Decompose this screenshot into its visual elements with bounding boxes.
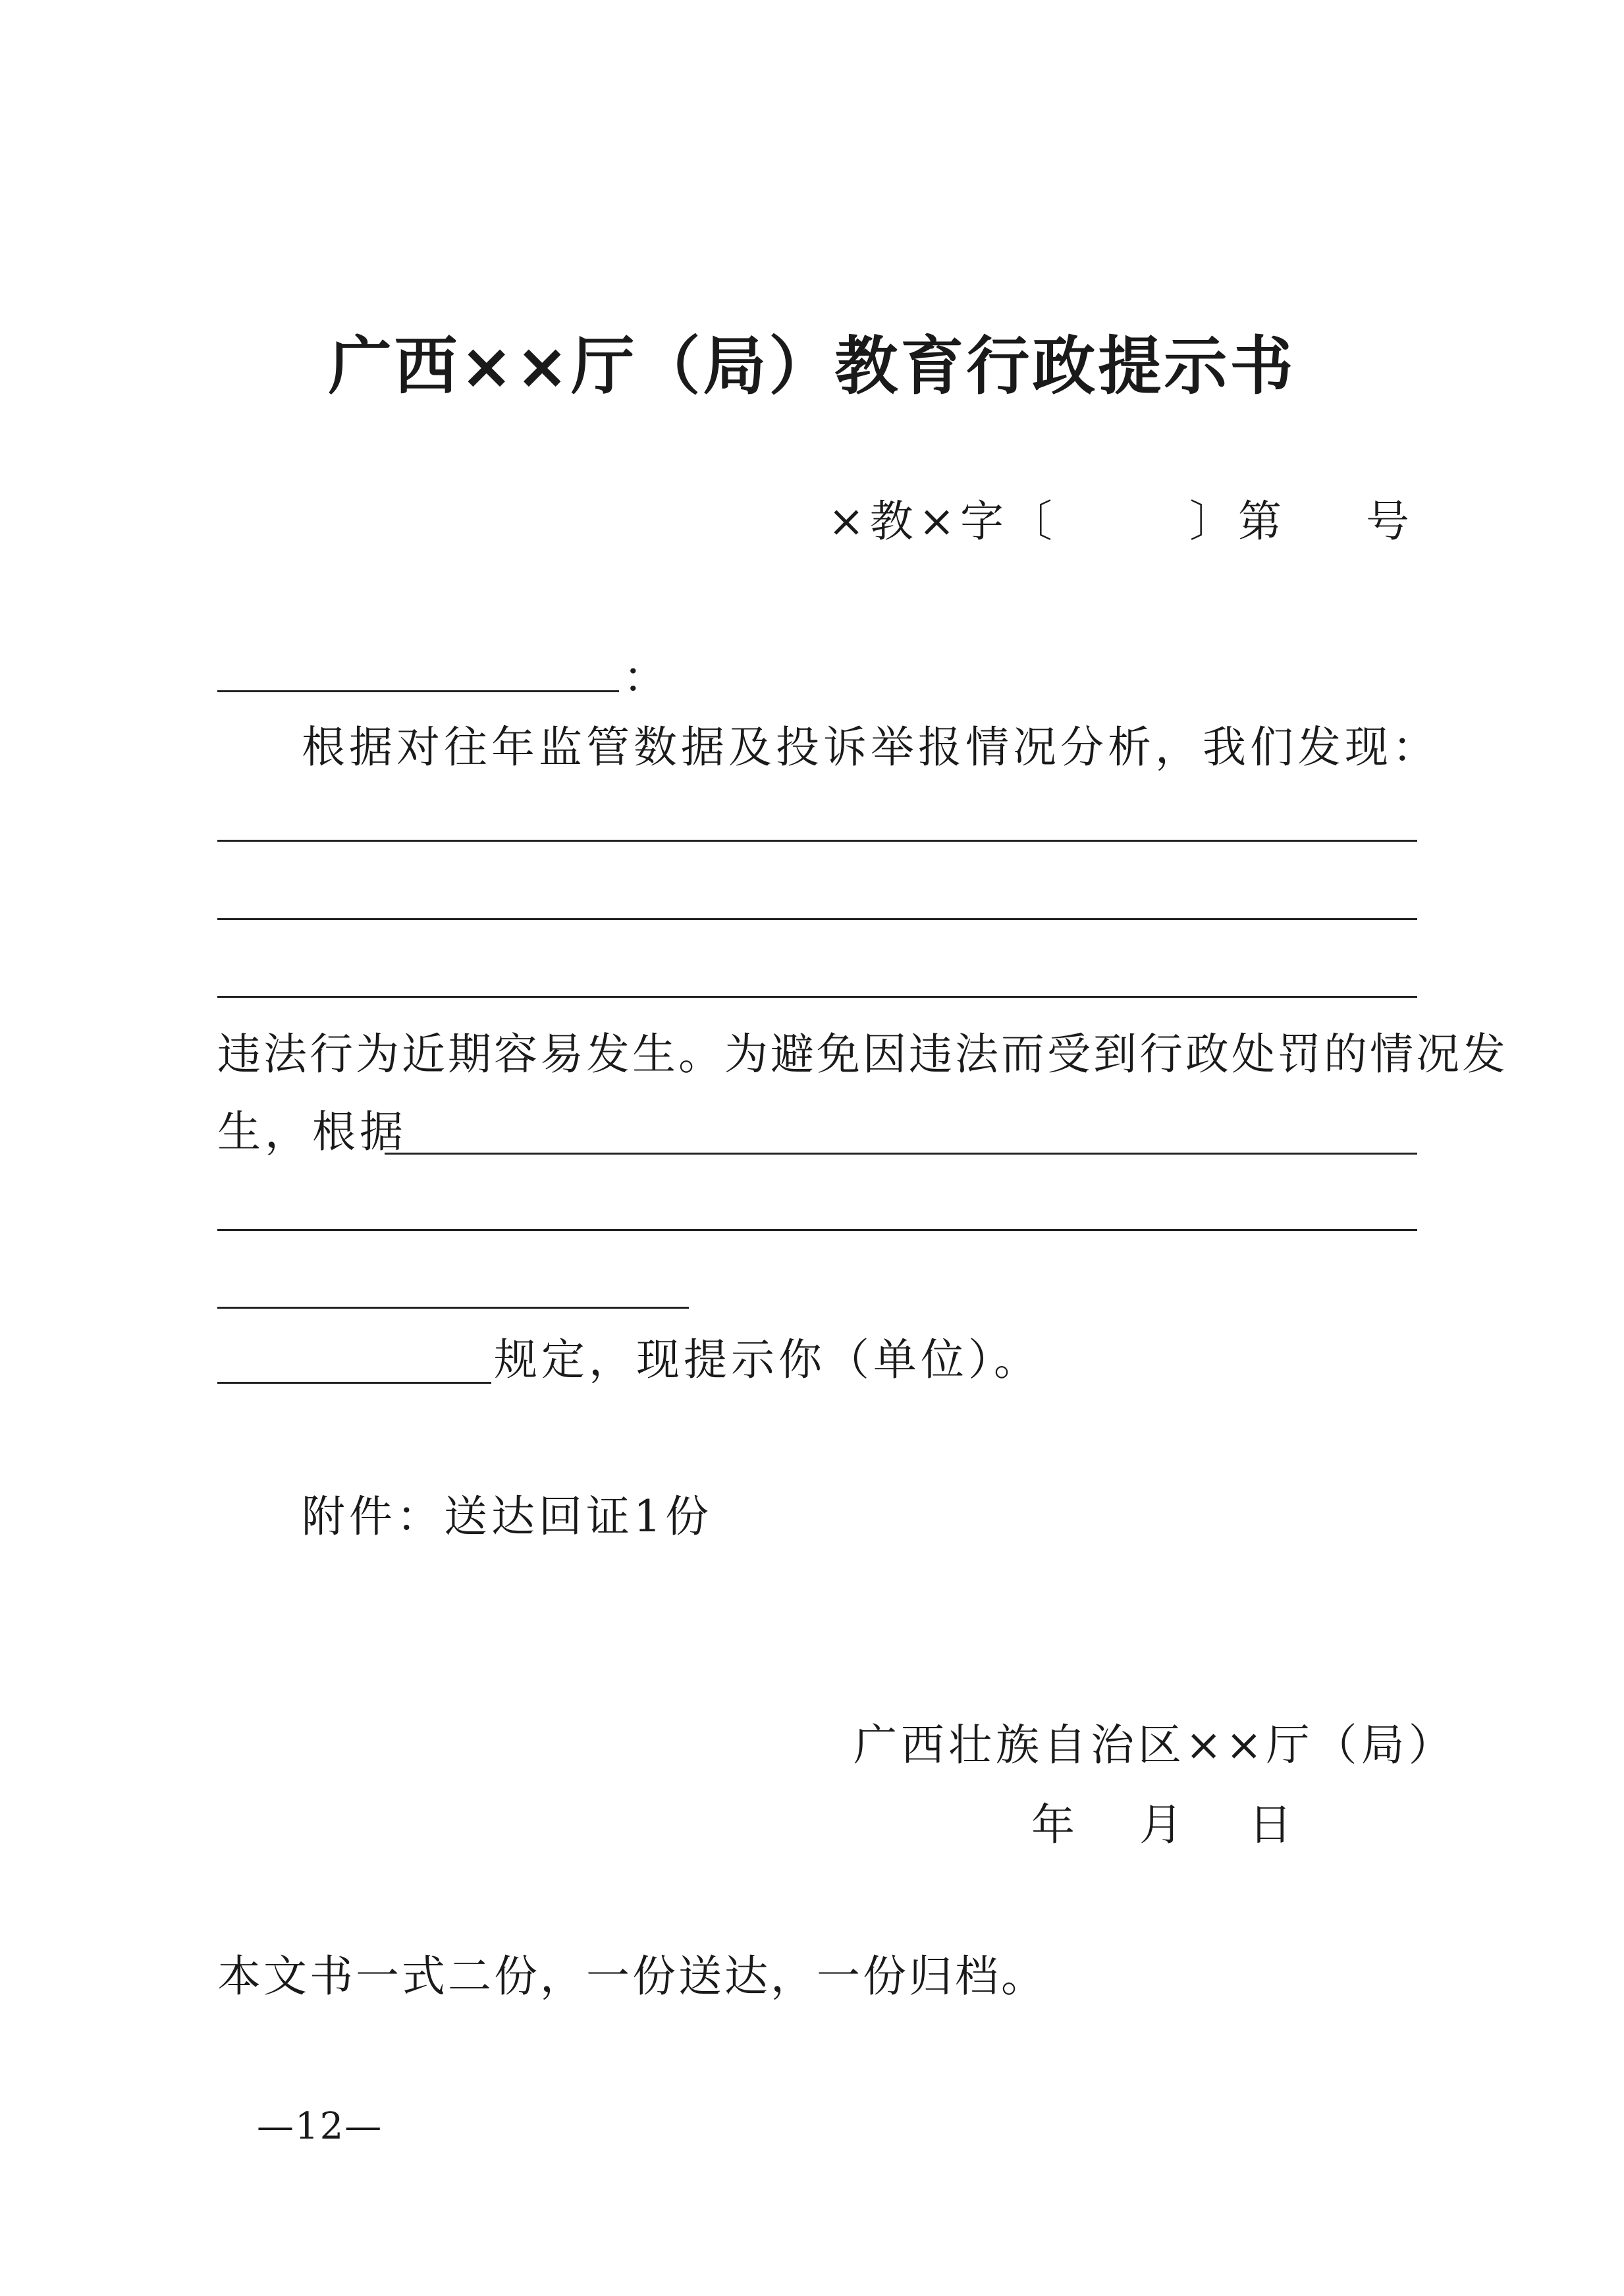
document-title: 广西××厅（局）教育行政提示书 — [328, 329, 1296, 403]
regulation-paragraph-end: 规定，现提示你（单位）。 — [494, 1334, 1041, 1385]
date-month: 月 — [1139, 1799, 1187, 1850]
finding-blank-line-1[interactable] — [217, 840, 1417, 842]
recipient-blank-line[interactable] — [217, 690, 619, 692]
attachment-line: 附件：送达回证1份 — [302, 1491, 713, 1542]
regulation-blank-line[interactable] — [217, 1382, 491, 1384]
finding-blank-line-3[interactable] — [217, 996, 1417, 998]
date-year: 年 — [1031, 1799, 1079, 1850]
basis-blank-line-2[interactable] — [217, 1229, 1417, 1231]
doc-number-suffix: 号 — [1366, 496, 1415, 547]
doc-number-bracket-close: 〕第 — [1189, 496, 1287, 547]
date-day: 日 — [1249, 1799, 1296, 1850]
basis-paragraph-start: 生，根据 — [217, 1107, 407, 1157]
finding-blank-line-2[interactable] — [217, 918, 1417, 920]
intro-paragraph: 根据对往年监管数据及投诉举报情况分析，我们发现： — [302, 722, 1440, 773]
document-number — [828, 486, 1415, 549]
recipient-colon: ： — [623, 652, 670, 703]
basis-blank-line-3[interactable] — [217, 1307, 689, 1309]
issuer-name: 广西壮族自治区××厅（局） — [853, 1720, 1456, 1770]
basis-blank-line-1[interactable] — [385, 1153, 1417, 1155]
doc-number-prefix: ×教×字〔 — [828, 496, 1058, 547]
footnote: 本文书一式二份，一份送达，一份归档。 — [217, 1951, 1047, 2002]
page-number: —12— — [257, 2105, 383, 2148]
violation-paragraph: 违法行为近期容易发生。为避免因违法而受到行政处罚的情况发 — [217, 1029, 1508, 1080]
